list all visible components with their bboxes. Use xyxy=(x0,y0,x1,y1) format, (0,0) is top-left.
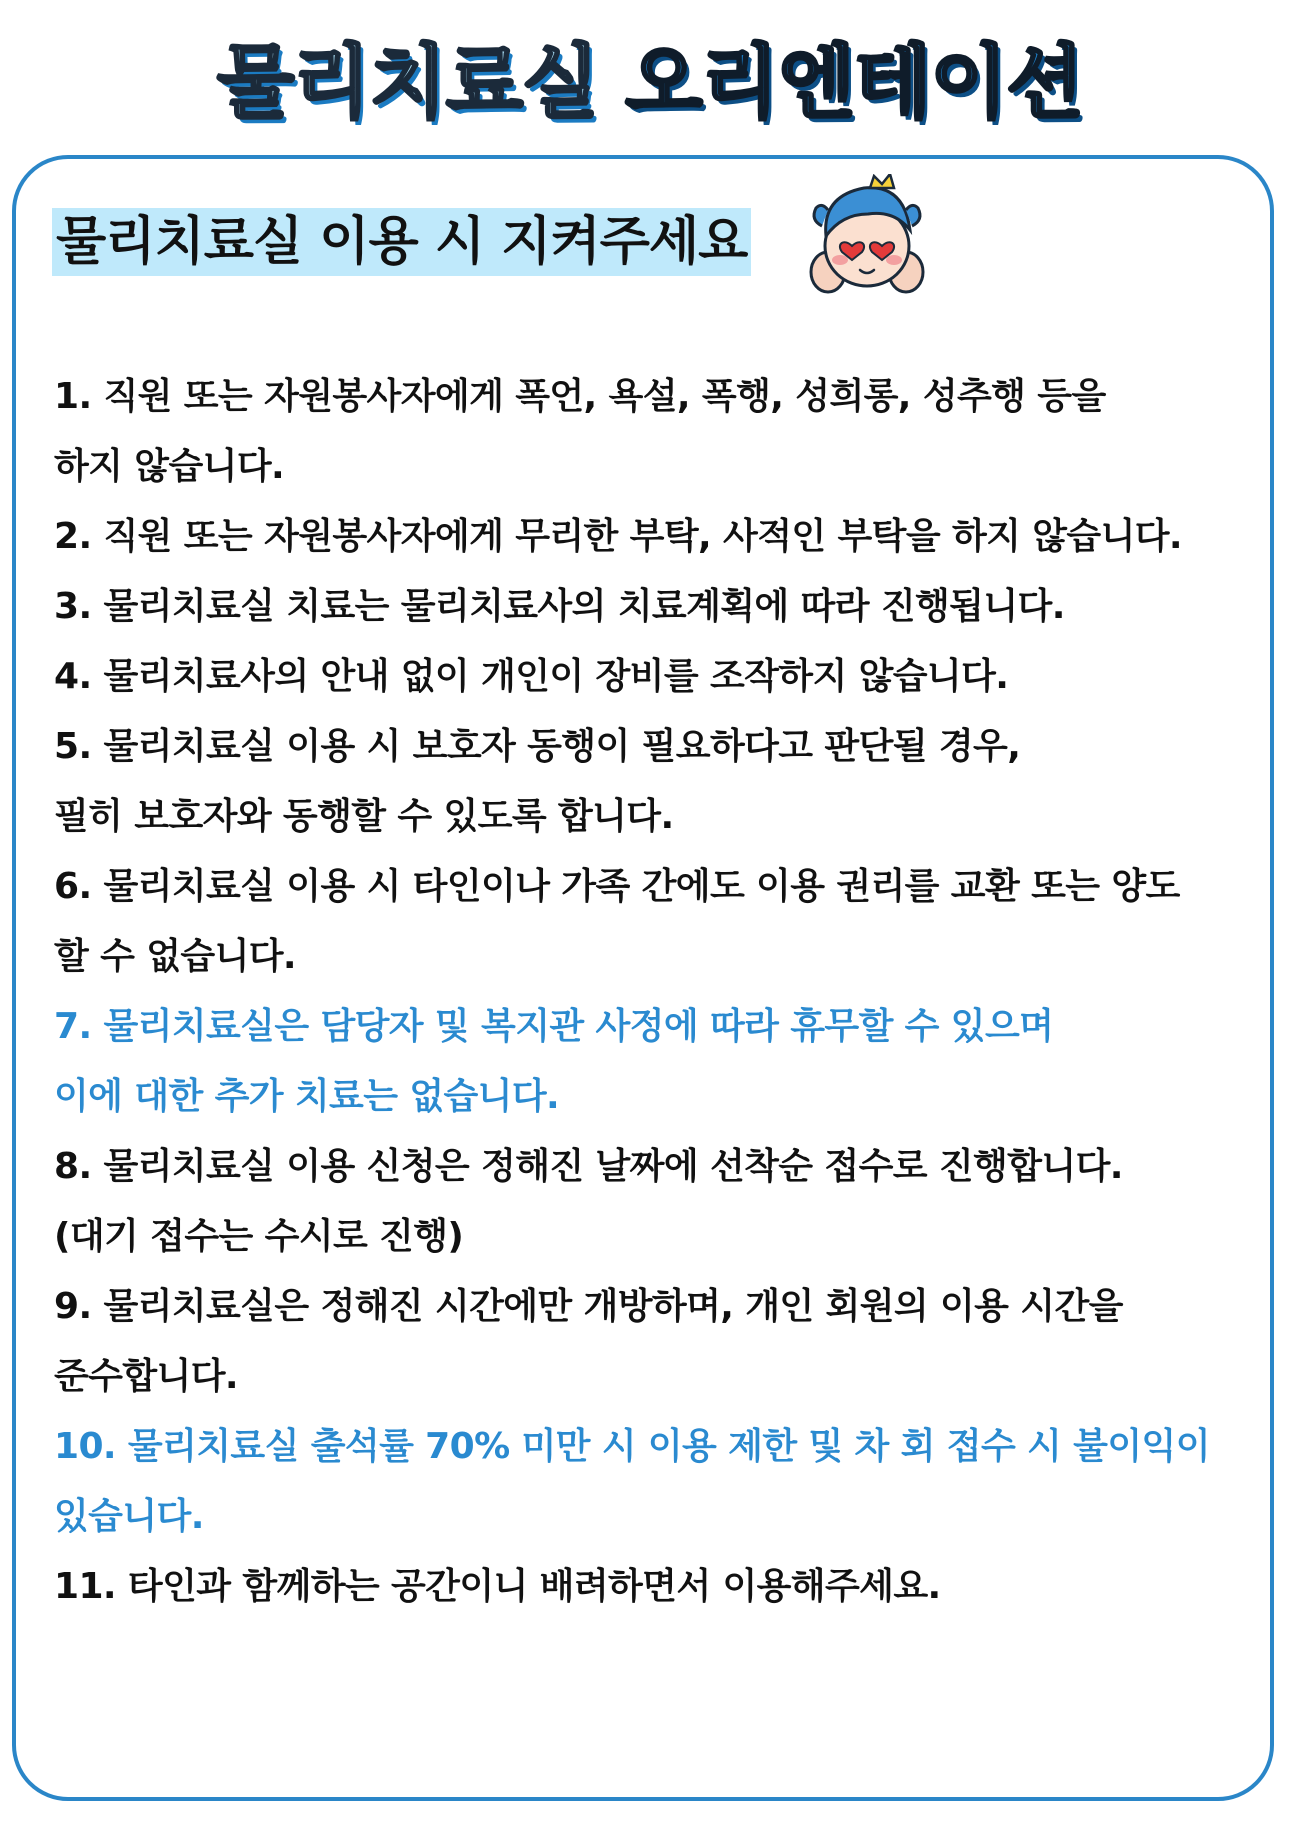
baby-mascot-heart-eyes-icon xyxy=(808,174,926,298)
rule-item-highlighted: 7. 물리치료실은 담당자 및 복지관 사정에 따라 휴무할 수 있으며 이에 대한 추가 치료는 없습니다. xyxy=(54,1006,1054,1117)
page-title xyxy=(0,28,1300,138)
rule-item: 11. 타인과 함께하는 공간이니 배려하면서 이용해주세요. xyxy=(54,1566,941,1607)
rule-item: 2. 직원 또는 자원봉사자에게 무리한 부탁, 사적인 부탁을 하지 않습니다. xyxy=(54,516,1183,557)
title-part-2: 오리엔테이션 xyxy=(625,36,1083,129)
rule-item: 9. 물리치료실은 정해진 시간에만 개방하며, 개인 회원의 이용 시간을 준수합니다. xyxy=(54,1286,1123,1397)
rule-item: 8. 물리치료실 이용 신청은 정해진 날짜에 선착순 접수로 진행합니다. (대기 접수는 수시로 진행) xyxy=(54,1146,1123,1257)
title-part-1: 물리치료실 xyxy=(217,36,599,129)
subtitle-row xyxy=(52,208,751,280)
rule-item: 3. 물리치료실 치료는 물리치료사의 치료계획에 따라 진행됩니다. xyxy=(54,586,1065,627)
section-subtitle: 물리치료실 이용 시 지켜주세요 xyxy=(52,208,751,276)
rule-item: 5. 물리치료실 이용 시 보호자 동행이 필요하다고 판단될 경우, 필히 보호자와 동행할 수 있도록 합니다. xyxy=(54,726,1021,837)
rule-item: 6. 물리치료실 이용 시 타인이나 가족 간에도 이용 권리를 교환 또는 양도 할 수 없습니다. xyxy=(54,866,1180,977)
rules-list xyxy=(54,362,1274,1622)
rule-item: 4. 물리치료사의 안내 없이 개인이 장비를 조작하지 않습니다. xyxy=(54,656,1009,697)
rule-item: 1. 직원 또는 자원봉사자에게 폭언, 욕설, 폭행, 성희롱, 성추행 등을 하지 않습니다. xyxy=(54,376,1106,487)
rule-item-highlighted: 10. 물리치료실 출석률 70% 미만 시 이용 제한 및 차 회 접수 시 불이익이 있습니다. xyxy=(54,1426,1210,1537)
